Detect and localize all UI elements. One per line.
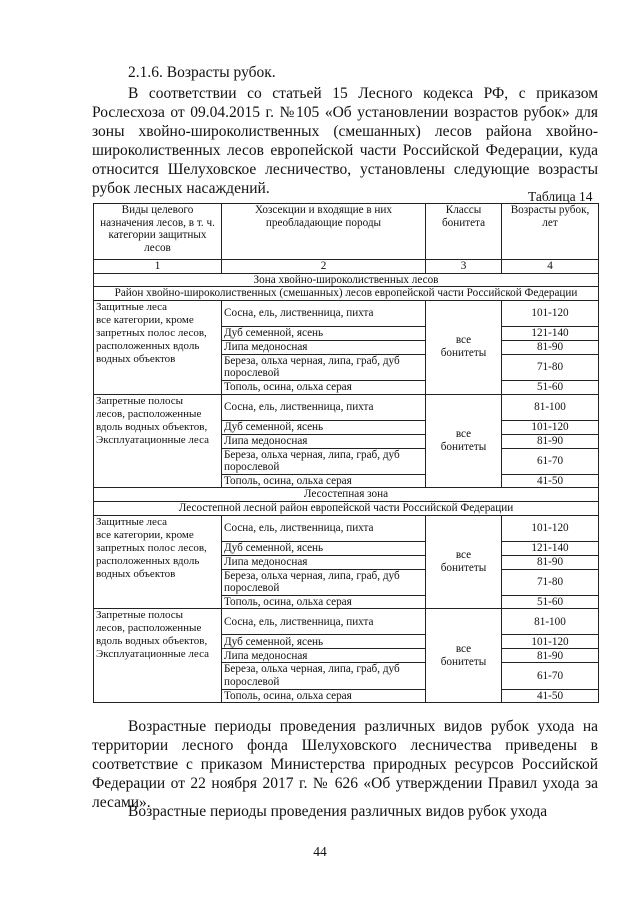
- page-number: 44: [313, 844, 327, 859]
- species-cell: Береза, ольха черная, липа, граб, дуб порослевой: [222, 448, 426, 474]
- cutting-age-cell: 101-120: [502, 635, 599, 649]
- cutting-age-cell: 81-90: [502, 649, 599, 663]
- header-cell: Возрасты рубок, лет: [502, 204, 599, 260]
- table-row: [94, 300, 599, 326]
- region-row: [94, 501, 599, 515]
- cutting-age-cell: 71-80: [502, 354, 599, 380]
- cutting-age-cell: 101-120: [502, 420, 599, 434]
- cutting-age-cell: 41-50: [502, 689, 599, 703]
- zone-row: [94, 488, 599, 502]
- column-number: 2: [222, 260, 426, 274]
- cutting-age-cell: 41-50: [502, 474, 599, 488]
- species-cell: Липа медоносная: [222, 649, 426, 663]
- table-header-row: [94, 204, 599, 260]
- cutting-age-cell: 71-80: [502, 569, 599, 595]
- cutting-age-cell: 101-120: [502, 300, 599, 326]
- intro-paragraph: В соответствии со статьей 15 Лесного кодекса РФ, с приказом Рослесхоза от 09.04.2015 г. №105 «Об установлении возрастов рубок» для зоны хвойно-широколиственных (смешанных) лесов района хвойно-широколиственных лесов европейской части Российской Федерации, куда относится Шелуховское лесничество, установлены следующие возрасты рубок лесных насаждений.: [92, 85, 598, 197]
- species-cell: Липа медоносная: [222, 434, 426, 448]
- forest-category-cell: Защитные леса все категории, кроме запретных полос лесов, расположенных вдоль водных объектов: [94, 300, 222, 394]
- site-class-cell: все бонитеты: [426, 609, 502, 703]
- column-number-row: [94, 260, 599, 274]
- species-cell: Береза, ольха черная, липа, граб, дуб порослевой: [222, 663, 426, 689]
- table-caption: Таблица 14: [528, 189, 593, 204]
- section-heading: 2.1.6. Возрасты рубок.: [128, 64, 276, 81]
- cutting-age-cell: 81-100: [502, 394, 599, 420]
- zone-title: Зона хвойно-широколиственных лесов: [94, 273, 599, 287]
- cutting-age-cell: 51-60: [502, 380, 599, 394]
- cutting-age-cell: 81-90: [502, 434, 599, 448]
- site-class-cell: все бонитеты: [426, 394, 502, 488]
- species-cell: Сосна, ель, лиственница, пихта: [222, 515, 426, 541]
- column-number: 4: [502, 260, 599, 274]
- header-cell: Хозсекции и входящие в них преобладающие породы: [222, 204, 426, 260]
- species-cell: Сосна, ель, лиственница, пихта: [222, 394, 426, 420]
- cutting-age-cell: 81-90: [502, 555, 599, 569]
- table-row: [94, 515, 599, 541]
- species-cell: Липа медоносная: [222, 340, 426, 354]
- forest-category-cell: Запретные полосы лесов, расположенные вдоль водных объектов, Эксплуатационные леса: [94, 394, 222, 488]
- age-periods-heading: Возрастные периоды проведения различных видов рубок ухода: [128, 803, 548, 820]
- species-cell: Липа медоносная: [222, 555, 426, 569]
- species-cell: Тополь, осина, ольха серая: [222, 595, 426, 609]
- species-cell: Сосна, ель, лиственница, пихта: [222, 300, 426, 326]
- cutting-age-cell: 51-60: [502, 595, 599, 609]
- zone-row: [94, 273, 599, 287]
- header-cell: Классы бонитета: [426, 204, 502, 260]
- region-title: Район хвойно-широколиственных (смешанных) лесов европейской части Российской Федерации: [94, 287, 599, 301]
- species-cell: Дуб семенной, ясень: [222, 635, 426, 649]
- species-cell: Дуб семенной, ясень: [222, 326, 426, 340]
- cutting-age-cell: 81-90: [502, 340, 599, 354]
- cutting-age-cell: 81-100: [502, 609, 599, 635]
- table-row: [94, 609, 599, 635]
- column-number: 1: [94, 260, 222, 274]
- age-periods-paragraph: Возрастные периоды проведения различных видов рубок ухода на территории лесного фонда Шелуховского лесничества приведены в соответствие с приказом Министерства природных ресурсов Российской Федерации от 22 ноября 2017 г. № 626 «Об утверждении Правил ухода за лесами».: [92, 718, 598, 811]
- species-cell: Тополь, осина, ольха серая: [222, 689, 426, 703]
- species-cell: Береза, ольха черная, липа, граб, дуб порослевой: [222, 354, 426, 380]
- cutting-age-cell: 61-70: [502, 448, 599, 474]
- column-number: 3: [426, 260, 502, 274]
- header-cell: Виды целевого назначения лесов, в т. ч. категории защитных лесов: [94, 204, 222, 260]
- table-row: [94, 394, 599, 420]
- species-cell: Дуб семенной, ясень: [222, 541, 426, 555]
- species-cell: Сосна, ель, лиственница, пихта: [222, 609, 426, 635]
- region-title: Лесостепной лесной район европейской части Российской Федерации: [94, 501, 599, 515]
- cutting-age-cell: 121-140: [502, 326, 599, 340]
- species-cell: Дуб семенной, ясень: [222, 420, 426, 434]
- species-cell: Тополь, осина, ольха серая: [222, 380, 426, 394]
- site-class-cell: все бонитеты: [426, 515, 502, 609]
- species-cell: Береза, ольха черная, липа, граб, дуб порослевой: [222, 569, 426, 595]
- forest-category-cell: Запретные полосы лесов, расположенные вдоль водных объектов, Эксплуатационные леса: [94, 609, 222, 703]
- cutting-age-cell: 101-120: [502, 515, 599, 541]
- cutting-age-cell: 121-140: [502, 541, 599, 555]
- species-cell: Тополь, осина, ольха серая: [222, 474, 426, 488]
- site-class-cell: все бонитеты: [426, 300, 502, 394]
- zone-title: Лесостепная зона: [94, 488, 599, 502]
- region-row: [94, 287, 599, 301]
- forest-category-cell: Защитные леса все категории, кроме запретных полос лесов, расположенных вдоль водных объектов: [94, 515, 222, 609]
- cutting-age-cell: 61-70: [502, 663, 599, 689]
- cutting-ages-table: [93, 203, 599, 703]
